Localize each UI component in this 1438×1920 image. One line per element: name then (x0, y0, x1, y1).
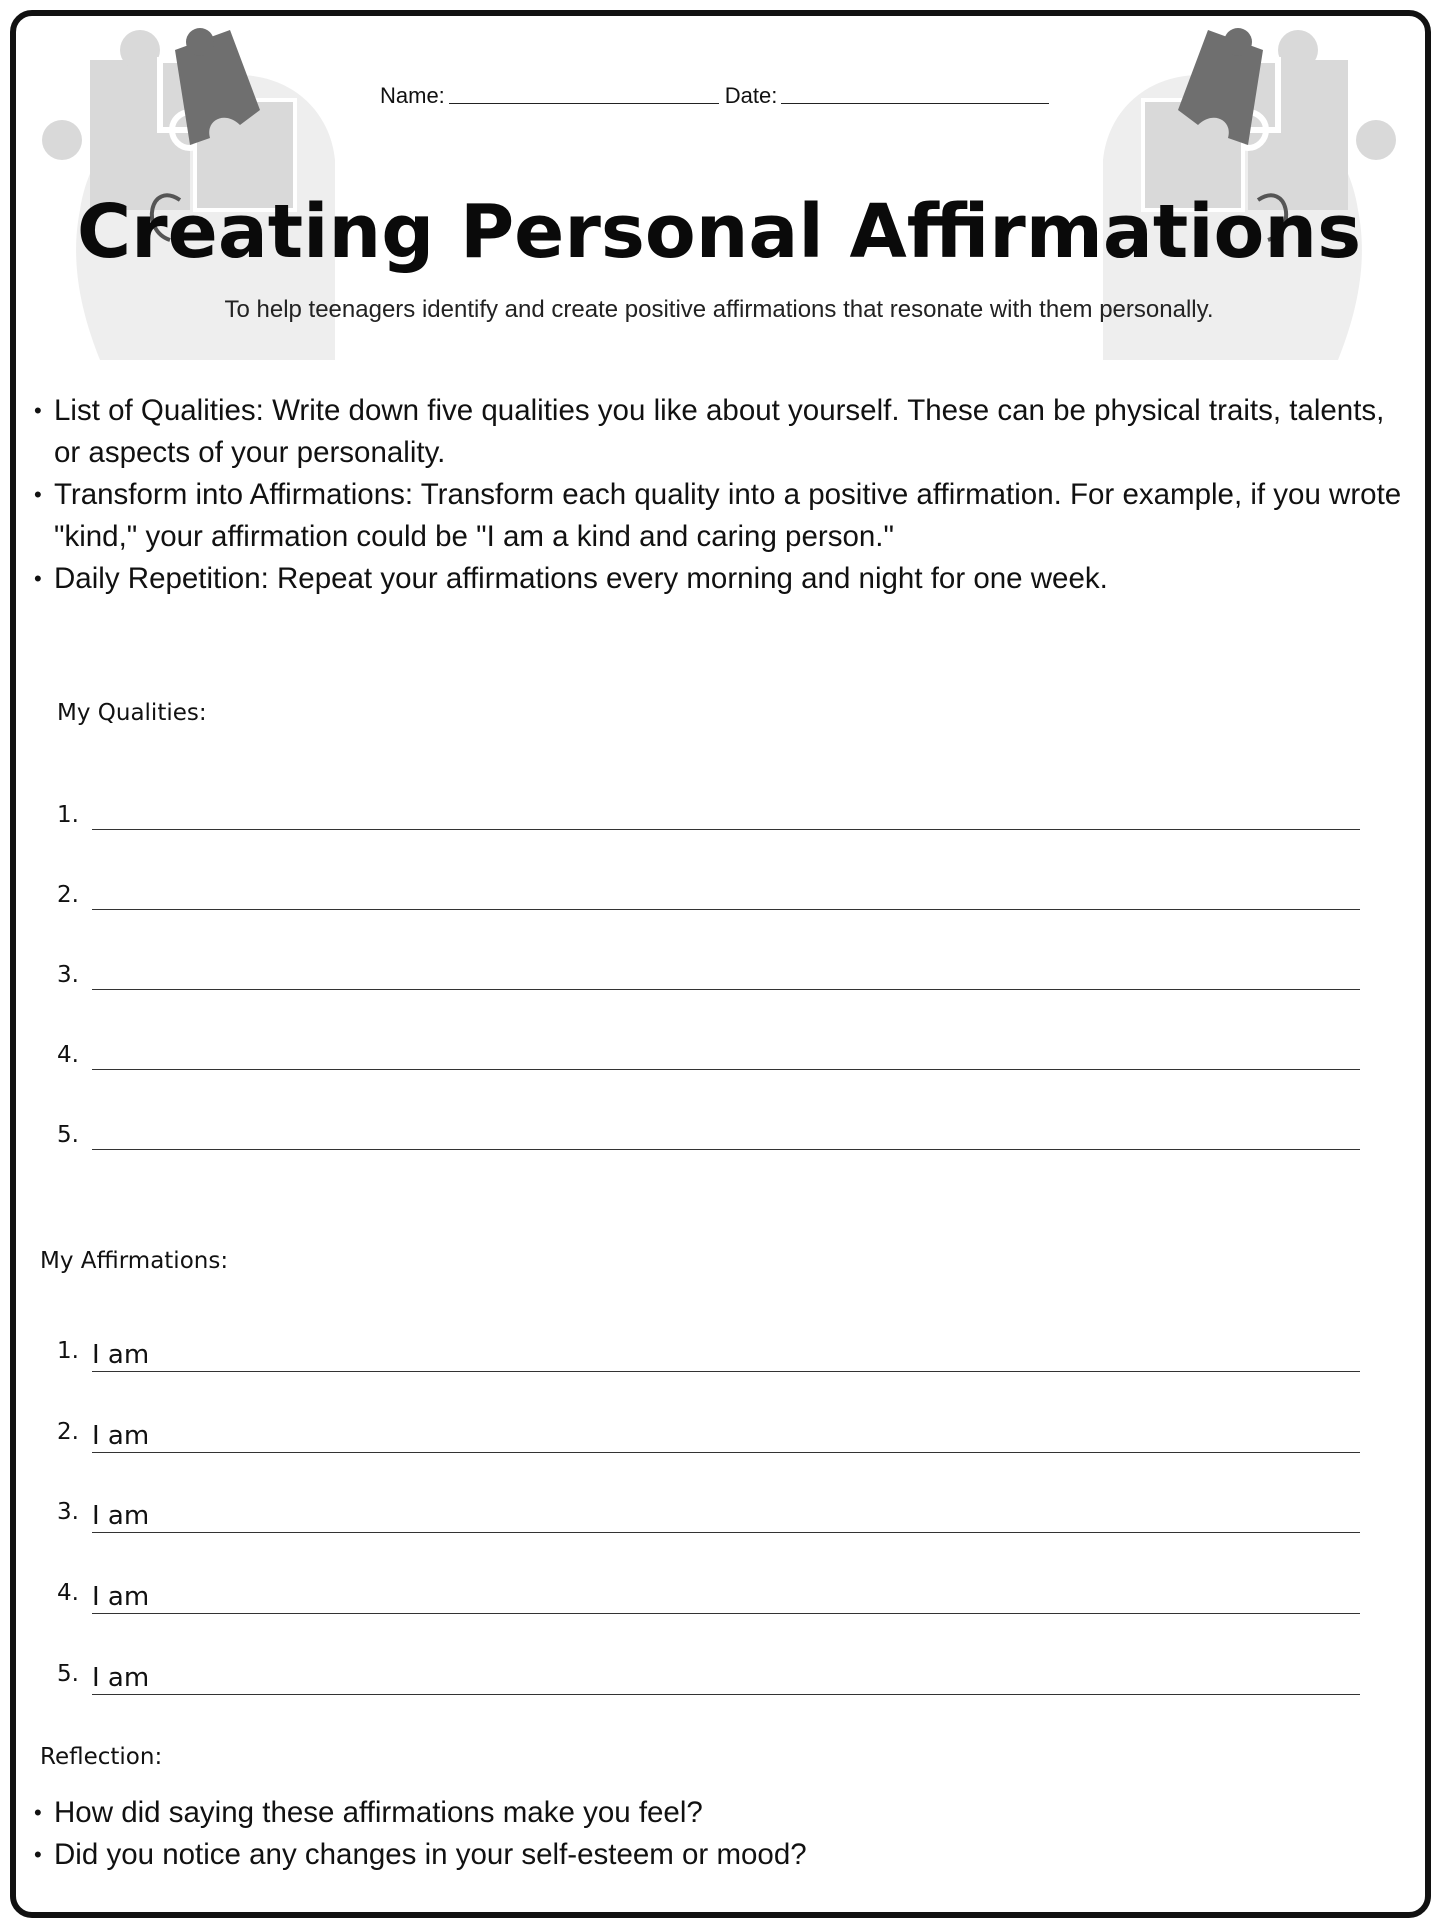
line-number: 3. (57, 962, 79, 988)
line-number: 5. (57, 1661, 79, 1687)
affirmation-line-1[interactable] (57, 1332, 1360, 1372)
name-date-fields (380, 83, 1055, 109)
affirmation-prefix: I am (92, 1582, 150, 1612)
writing-line[interactable] (92, 1694, 1360, 1695)
line-number: 5. (57, 1122, 79, 1148)
affirmations-label: My Affirmations: (40, 1248, 229, 1274)
affirmation-line-2[interactable] (57, 1413, 1360, 1453)
line-number: 4. (57, 1042, 79, 1068)
date-field[interactable] (781, 102, 1049, 104)
date-label: Date: (724, 83, 778, 108)
line-number: 2. (57, 882, 79, 908)
name-label: Name: (380, 83, 445, 108)
line-number: 4. (57, 1580, 79, 1606)
qualities-label: My Qualities: (57, 700, 207, 726)
page-title: Creating Personal Affirmations (76, 189, 1362, 275)
quality-line-1[interactable] (57, 790, 1360, 830)
name-field[interactable] (449, 102, 719, 104)
affirmation-line-4[interactable] (57, 1574, 1360, 1614)
line-number: 1. (57, 1338, 79, 1364)
reflection-label: Reflection: (40, 1744, 163, 1770)
writing-line[interactable] (92, 1069, 1360, 1070)
line-number: 2. (57, 1419, 79, 1445)
writing-line[interactable] (92, 829, 1360, 830)
writing-line[interactable] (92, 1613, 1360, 1614)
instruction-item: • Transform into Affirmations: Transform each quality into a positive affirmation. For example, if you wrote "kind," your affirmation could be "I am a kind and caring person." (34, 474, 1414, 558)
quality-line-4[interactable] (57, 1030, 1360, 1070)
instruction-item: • List of Qualities: Write down five qualities you like about yourself. These can be physical traits, talents, or aspects of your personality. (34, 390, 1414, 474)
writing-line[interactable] (92, 1452, 1360, 1453)
quality-line-3[interactable] (57, 950, 1360, 990)
line-number: 3. (57, 1499, 79, 1525)
writing-line[interactable] (92, 1371, 1360, 1372)
writing-line[interactable] (92, 989, 1360, 990)
affirmation-prefix: I am (92, 1421, 150, 1451)
writing-line[interactable] (92, 1149, 1360, 1150)
reflection-question: • Did you notice any changes in your self-esteem or mood? (34, 1834, 1414, 1876)
instruction-item: • Daily Repetition: Repeat your affirmations every morning and night for one week. (34, 558, 1414, 600)
line-number: 1. (57, 802, 79, 828)
instructions-list (34, 390, 1414, 600)
writing-line[interactable] (92, 1532, 1360, 1533)
affirmation-prefix: I am (92, 1663, 150, 1693)
affirmation-line-5[interactable] (57, 1655, 1360, 1695)
affirmation-prefix: I am (92, 1340, 150, 1370)
quality-line-2[interactable] (57, 870, 1360, 910)
affirmation-line-3[interactable] (57, 1493, 1360, 1533)
reflection-question: • How did saying these affirmations make you feel? (34, 1792, 1414, 1834)
writing-line[interactable] (92, 909, 1360, 910)
quality-line-5[interactable] (57, 1110, 1360, 1150)
affirmation-prefix: I am (92, 1501, 150, 1531)
reflection-questions (34, 1792, 1414, 1876)
page-subtitle: To help teenagers identify and create positive affirmations that resonate with them personally. (224, 296, 1214, 323)
